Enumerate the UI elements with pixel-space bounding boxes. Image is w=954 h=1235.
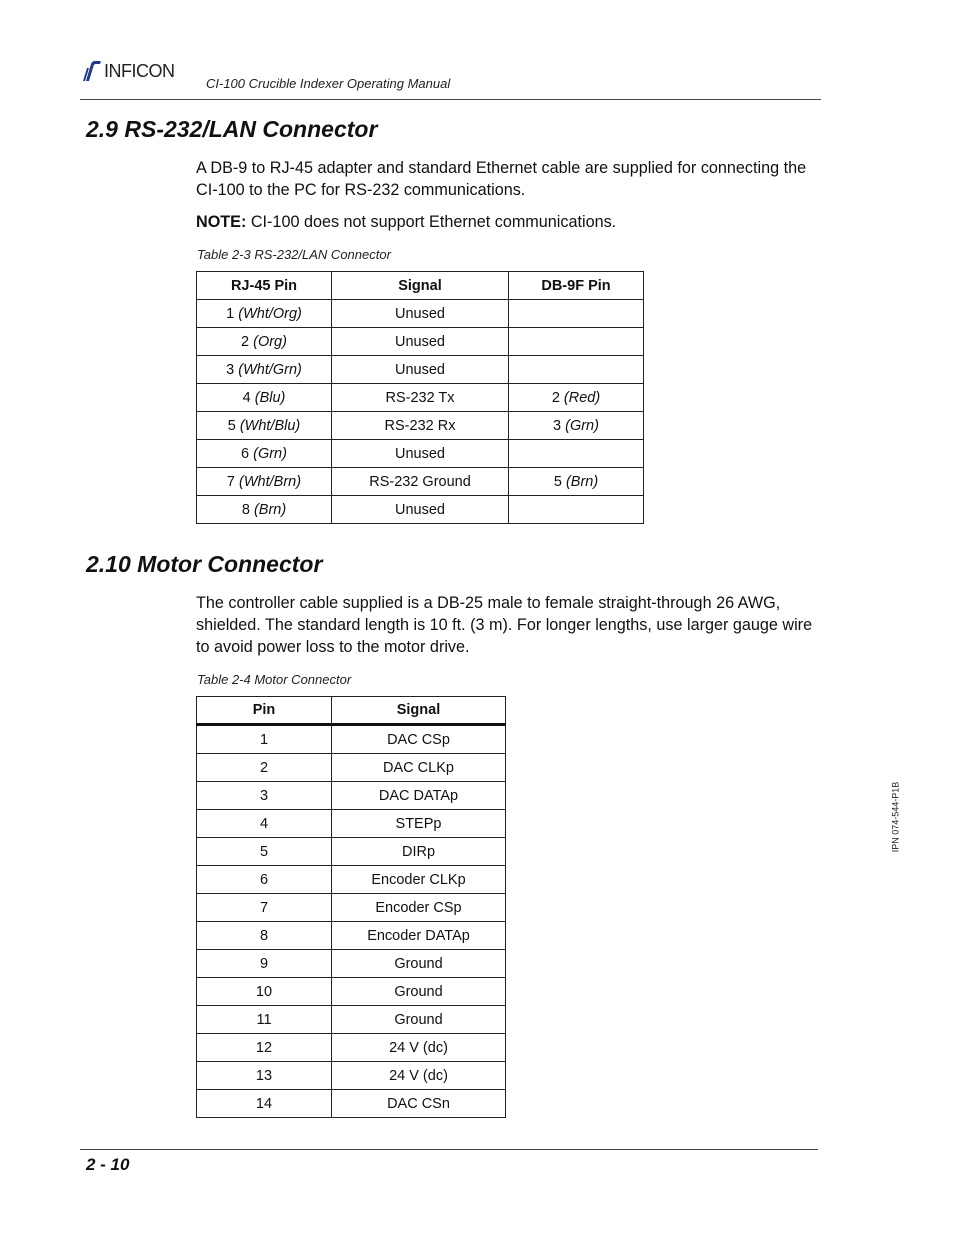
table-row — [197, 496, 644, 524]
note-text: CI-100 does not support Ethernet communications. — [246, 213, 617, 231]
signal-cell: DIRp — [332, 838, 506, 866]
motor-table — [196, 696, 506, 1118]
signal-cell: RS-232 Ground — [332, 468, 509, 496]
rs232-table — [196, 271, 644, 524]
pin-cell: 14 — [197, 1090, 332, 1118]
pin-cell: 2 — [197, 754, 332, 782]
rj45-pin-cell — [197, 496, 332, 524]
manual-title: CI-100 Crucible Indexer Operating Manual — [206, 76, 451, 91]
ipn-code: IPN 074-544-P1B — [890, 781, 901, 853]
pin-number: 6 — [241, 445, 250, 462]
rj45-pin-cell — [197, 468, 332, 496]
db9-pin-cell — [509, 496, 644, 524]
rj45-pin-cell — [197, 384, 332, 412]
signal-cell: DAC DATAp — [332, 782, 506, 810]
db9-pin-cell — [509, 440, 644, 468]
signal-cell: DAC CSn — [332, 1090, 506, 1118]
pin-number: 3 — [553, 417, 562, 434]
table-row — [197, 866, 506, 894]
pin-cell: 6 — [197, 866, 332, 894]
wire-color: (Wht/Org) — [238, 305, 302, 322]
pin-cell: 7 — [197, 894, 332, 922]
column-header: RJ-45 Pin — [197, 272, 332, 300]
section-paragraph-rs232: A DB-9 to RJ-45 adapter and standard Ethernet cable are supplied for connecting the CI-100 to the PC for RS-232 communications. — [196, 159, 807, 199]
footer-divider — [80, 1149, 818, 1150]
header-divider — [80, 99, 821, 100]
db9-pin-cell — [509, 412, 644, 440]
table-header-row — [197, 272, 644, 300]
signal-cell: Unused — [332, 356, 509, 384]
column-header: DB-9F Pin — [509, 272, 644, 300]
signal-cell: DAC CLKp — [332, 754, 506, 782]
pin-number: 2 — [551, 389, 560, 406]
pin-number: 8 — [241, 501, 250, 518]
table-row — [197, 1034, 506, 1062]
signal-cell: Ground — [332, 1006, 506, 1034]
table-row — [197, 440, 644, 468]
table-row — [197, 894, 506, 922]
table-row — [197, 950, 506, 978]
page-number: 2 - 10 — [86, 1155, 130, 1174]
pin-cell: 9 — [197, 950, 332, 978]
pin-cell: 3 — [197, 782, 332, 810]
table-row — [197, 328, 644, 356]
table-caption-motor: Table 2-4 Motor Connector — [197, 672, 352, 687]
pin-number: 3 — [226, 361, 235, 378]
rj45-pin-cell — [197, 356, 332, 384]
signal-cell: RS-232 Rx — [332, 412, 509, 440]
signal-cell: STEPp — [332, 810, 506, 838]
db9-pin-cell — [509, 468, 644, 496]
pin-cell: 4 — [197, 810, 332, 838]
table-row — [197, 978, 506, 1006]
section-paragraph-motor: The controller cable supplied is a DB-25 male to female straight-through 26 AWG, shielded. The standard length is 10 ft. (3 m). For longer lengths, use larger gauge wire to avoid power loss to the motor drive. — [196, 594, 813, 656]
column-header: Pin — [197, 697, 332, 725]
table-row — [197, 810, 506, 838]
inficon-logo — [82, 60, 175, 82]
table-row — [197, 782, 506, 810]
wire-color: (Brn) — [565, 473, 599, 490]
signal-cell: Unused — [332, 328, 509, 356]
db9-pin-cell — [509, 328, 644, 356]
table-row — [197, 1090, 506, 1118]
rj45-pin-cell — [197, 300, 332, 328]
signal-cell: Encoder DATAp — [332, 922, 506, 950]
signal-cell: Encoder CLKp — [332, 866, 506, 894]
table-header-row — [197, 697, 506, 725]
signal-cell: 24 V (dc) — [332, 1034, 506, 1062]
table-row — [197, 384, 644, 412]
table-row — [197, 838, 506, 866]
signal-cell: Ground — [332, 950, 506, 978]
pin-cell: 8 — [197, 922, 332, 950]
wire-color: (Grn) — [565, 417, 599, 434]
signal-cell: Encoder CSp — [332, 894, 506, 922]
pin-number: 5 — [227, 417, 236, 434]
pin-number: 2 — [241, 333, 250, 350]
wire-color: (Grn) — [253, 445, 287, 462]
note — [196, 211, 821, 233]
signal-cell: DAC CSp — [332, 725, 506, 754]
pin-number: 5 — [553, 473, 562, 490]
table-caption-rs232: Table 2-3 RS-232/LAN Connector — [197, 247, 391, 262]
pin-cell: 13 — [197, 1062, 332, 1090]
pin-number: 4 — [242, 389, 251, 406]
table-row — [197, 922, 506, 950]
logo-text: INFICON — [104, 60, 175, 81]
rj45-pin-cell — [197, 412, 332, 440]
table-row — [197, 468, 644, 496]
signal-cell: 24 V (dc) — [332, 1062, 506, 1090]
table-row — [197, 1006, 506, 1034]
pin-cell: 12 — [197, 1034, 332, 1062]
table-row — [197, 754, 506, 782]
note-label: NOTE: — [196, 213, 247, 231]
pin-cell: 10 — [197, 978, 332, 1006]
wire-color: (Brn) — [253, 501, 287, 518]
pin-number: 7 — [226, 473, 235, 490]
pin-number: 1 — [226, 305, 235, 322]
inficon-logo-icon — [82, 60, 102, 82]
pin-cell: 11 — [197, 1006, 332, 1034]
wire-color: (Wht/Brn) — [239, 473, 302, 490]
db9-pin-cell — [509, 384, 644, 412]
section-heading-motor: 2.10 Motor Connector — [86, 551, 323, 577]
table-row — [197, 356, 644, 384]
signal-cell: Ground — [332, 978, 506, 1006]
table-row — [197, 412, 644, 440]
db9-pin-cell — [509, 356, 644, 384]
rj45-pin-cell — [197, 328, 332, 356]
wire-color: (Org) — [253, 333, 287, 350]
signal-cell: Unused — [332, 300, 509, 328]
rj45-pin-cell — [197, 440, 332, 468]
wire-color: (Blu) — [254, 389, 286, 406]
table-row — [197, 300, 644, 328]
table-row — [197, 1062, 506, 1090]
table-row — [197, 725, 506, 754]
section-heading-rs232: 2.9 RS-232/LAN Connector — [86, 116, 378, 142]
column-header: Signal — [332, 697, 506, 725]
wire-color: (Red) — [563, 389, 601, 406]
wire-color: (Wht/Blu) — [239, 417, 301, 434]
wire-color: (Wht/Grn) — [238, 361, 302, 378]
signal-cell: RS-232 Tx — [332, 384, 509, 412]
pin-cell: 5 — [197, 838, 332, 866]
signal-cell: Unused — [332, 440, 509, 468]
db9-pin-cell — [509, 300, 644, 328]
signal-cell: Unused — [332, 496, 509, 524]
pin-cell: 1 — [197, 725, 332, 754]
column-header: Signal — [332, 272, 509, 300]
